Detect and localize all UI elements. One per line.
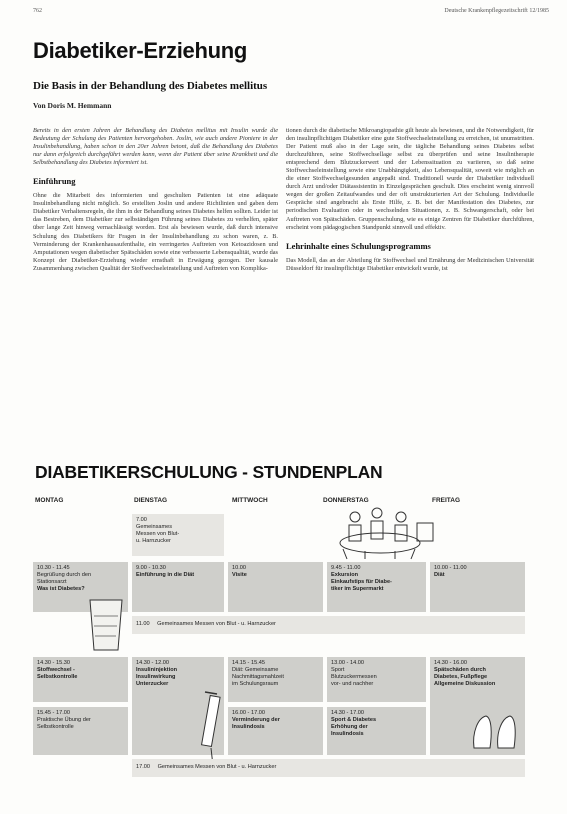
slot-time: 11.00 xyxy=(136,621,150,627)
slot-description: Sport & Diabetes Erhöhung der Insulindosis xyxy=(331,717,377,737)
slot-description: Insulininjektion Insulinwirkung Unterzucker xyxy=(136,667,178,687)
schedule-midday-measurement xyxy=(132,616,525,634)
schedule-fri-1000 xyxy=(430,562,525,612)
slot-time: 17.00 xyxy=(136,764,150,770)
slot-description: Exkursion Einkaufstips für Diabe- tiker im Supermarkt xyxy=(331,572,392,592)
article-title: Diabetiker-Erziehung xyxy=(33,38,248,63)
slot-description: Gemeinsames Messen von Blut - u. Harnzucker xyxy=(157,621,276,627)
schedule-wed-1600 xyxy=(228,707,323,755)
slot-time: 14.15 - 15.45 xyxy=(232,660,265,666)
slot-time: 10.00 xyxy=(232,565,246,571)
slot-description: Stoffwechsel - Selbstkontrolle xyxy=(37,667,78,680)
slot-description: Visite xyxy=(232,572,247,578)
schedule-wed-1000 xyxy=(228,562,323,612)
slot-time: 14.30 - 12.00 xyxy=(136,660,169,666)
article-subtitle: Die Basis in der Behandlung des Diabetes mellitus xyxy=(33,80,268,92)
schedule-thu-1430 xyxy=(327,707,426,755)
section-paragraph-einfuehrung: Ohne die Mitarbeit des informierten und geschulten Patienten ist eine adäquate Insulinbehandlung nicht möglich. So erstellten Joslin und andere Richtlinien und gaben dem Diabetiker Verhaltensregeln, die ihm in der Behandlung seines Diabetes helfen sollten. Leider ist das Bestreben, dem Diabetiker zur selbständigen Führung seines Diabetes zu verhelfen, später über lange Zeit hinweg vernachlässigt worden. Erst als bewiesen wurde, daß durch intensive Schulung des Diabetikers für Fragen in der Insulinbehandlung zu schon waren, z. B. Verminderung der Krankenhausaufenthalte, ein verringertes Auftreten von Ketoazidosen und Amputationen wegen diabetischer Spätschäden sowie eine verbesserte Lebensqualität, wurde das Konzept der Diabetiker-Erziehung wieder ernsthaft in Erwägung gezogen. Der kausale Zusammenhang zwischen Qualität der Stoffwechseleinstellung und Auftreten von Komplika- xyxy=(33,192,278,272)
slot-description: Diät xyxy=(434,572,445,578)
schedule-thu-0945 xyxy=(327,562,426,612)
section-heading-lehrinhalte: Lehrinhalte eines Schulungsprogramms xyxy=(286,240,431,251)
page-number: 762 xyxy=(33,8,42,14)
slot-description: Einführung in die Diät xyxy=(136,572,195,578)
day-thursday: DONNERSTAG xyxy=(323,497,369,504)
continuation-paragraph: tionen durch die diabetische Mikroangiopathie gilt heute als bewiesen, und die Notwendigkeit, für den insulinpflichtigen Diabetiker eine gute Stoffwechseleinstellung zu erreichen, ist unumstritten. Der Patient muß also in der Lage sein, die tägliche Behandlung seines Diabetes selbst durchzuführen, seine Stoffwechsellage selbst zu überprüfen und seine Insulintherapie entsprechend dem Blutzuckerwert und der Lebenssituation zu variieren, so daß seine Stoffwechseleinstellung sowie eine Unabhängigkeit, also Lebensqualität, soweit wie möglich an die einer Stoffwechselgesunden angepaßt sind. Traditionell wurde der Diabetiker individuell durch Arzt und/oder Diätassistentin in Einzelgesprächen geschult. Dies erscheint wenig sinnvoll wegen der großen Zeitaufwandes und der oft unstrukturierten Art der Schulung. Individuelle Gespräche sind angebracht als Erste Hilfe, z. B. bei der Manifestation des Diabetes, zur periodischen Evaluation oder in wechselnden Situationen, z. B. Schwangerschaft, oder bei Auftreten von Spätschäden. Gruppenschulung, wie es einige Zentren für Diabetiker durchführen, erscheint vom pädagogischen Standpunkt sinnvoll und effektiv. xyxy=(286,127,534,231)
slot-time: 16.00 - 17.00 xyxy=(232,710,265,716)
feet-illustration xyxy=(466,708,526,756)
lead-paragraph: Bereits in den ersten Jahren der Behandlung des Diabetes mellitus mit Insulin wurde die Bedeutung der Schulung des Patienten hervorgehoben. Joslin, wie auch andere Pioniere in der Insulinbehandlung, haben schon in den 20er Jahren betont, daß die Behandlung des Diabetes nur dann erfolgreich durchgeführt werden kann, wenn der Patient über seine Krankheit und die Selbstbehandlung des Diabetes informiert ist. xyxy=(33,127,278,167)
slot-time: 9.45 - 11.00 xyxy=(331,565,361,571)
slot-time: 14.30 - 15.30 xyxy=(37,660,70,666)
slot-description: Gemeinsames Messen von Blut- u. Harnzucker xyxy=(136,524,180,544)
group-learning-illustration xyxy=(325,503,440,561)
schedule-mon-1430 xyxy=(33,657,128,702)
day-wednesday: MITTWOCH xyxy=(232,497,268,504)
slot-description: Praktische Übung der Selbstkontrolle xyxy=(37,717,91,730)
schedule-evening-measurement xyxy=(132,759,525,777)
day-monday: MONTAG xyxy=(35,497,64,504)
journal-header: Deutsche Krankenpflegezeitschrift 12/1985 xyxy=(444,8,549,14)
schedule-thu-1300 xyxy=(327,657,426,702)
section-heading-einfuehrung: Einführung xyxy=(33,176,76,187)
slot-description: Sport Blutzuckermessen vor- und nachher xyxy=(331,667,377,687)
slot-description: Gemeinsames Messen von Blut - u. Harnzucker xyxy=(157,764,277,770)
schedule-wed-1415 xyxy=(228,657,323,702)
syringe-illustration xyxy=(196,690,226,770)
slot-description: Diät: Gemeinsame Nachmittagsmahlzeit im Schulungsraum xyxy=(232,667,284,687)
day-friday: FREITAG xyxy=(432,497,461,504)
schedule-mon-1545 xyxy=(33,707,128,755)
slot-description: Begrüßung durch den Stationsarzt xyxy=(37,572,92,585)
slot-time: 14.30 - 17.00 xyxy=(331,710,364,716)
slot-time: 13.00 - 14.00 xyxy=(331,660,364,666)
slot-time: 7.00 xyxy=(136,517,147,523)
slot-description: Verminderung der Insulindosis xyxy=(232,717,280,730)
article-author: Von Doris M. Hemmann xyxy=(33,101,112,110)
slot-time: 9.00 - 10.30 xyxy=(136,565,166,571)
slot-description-bold: Was ist Diabetes? xyxy=(37,586,85,592)
slot-description: Spätschäden durch Diabetes, Fußpflege Allgemeine Diskussion xyxy=(434,667,496,687)
schedule-tue-0700 xyxy=(132,514,224,556)
slot-time: 10.00 - 11.00 xyxy=(434,565,467,571)
slot-time: 10.30 - 11.45 xyxy=(37,565,70,571)
schedule-tue-0900 xyxy=(132,562,224,612)
article-column-left xyxy=(33,127,278,452)
slot-time: 15.45 - 17.00 xyxy=(37,710,70,716)
day-tuesday: DIENSTAG xyxy=(134,497,168,504)
slot-time: 14.30 - 16.00 xyxy=(434,660,467,666)
measuring-glass-illustration xyxy=(84,594,129,654)
article-column-right xyxy=(286,127,534,452)
section-paragraph-lehrinhalte: Das Modell, das an der Abteilung für Stoffwechsel und Ernährung der Medizinischen Universität Düsseldorf für insulinpflichtige Diabetiker entwickelt wurde, ist xyxy=(286,256,534,272)
schedule-title: DIABETIKERSCHULUNG - STUNDENPLAN xyxy=(35,462,383,482)
